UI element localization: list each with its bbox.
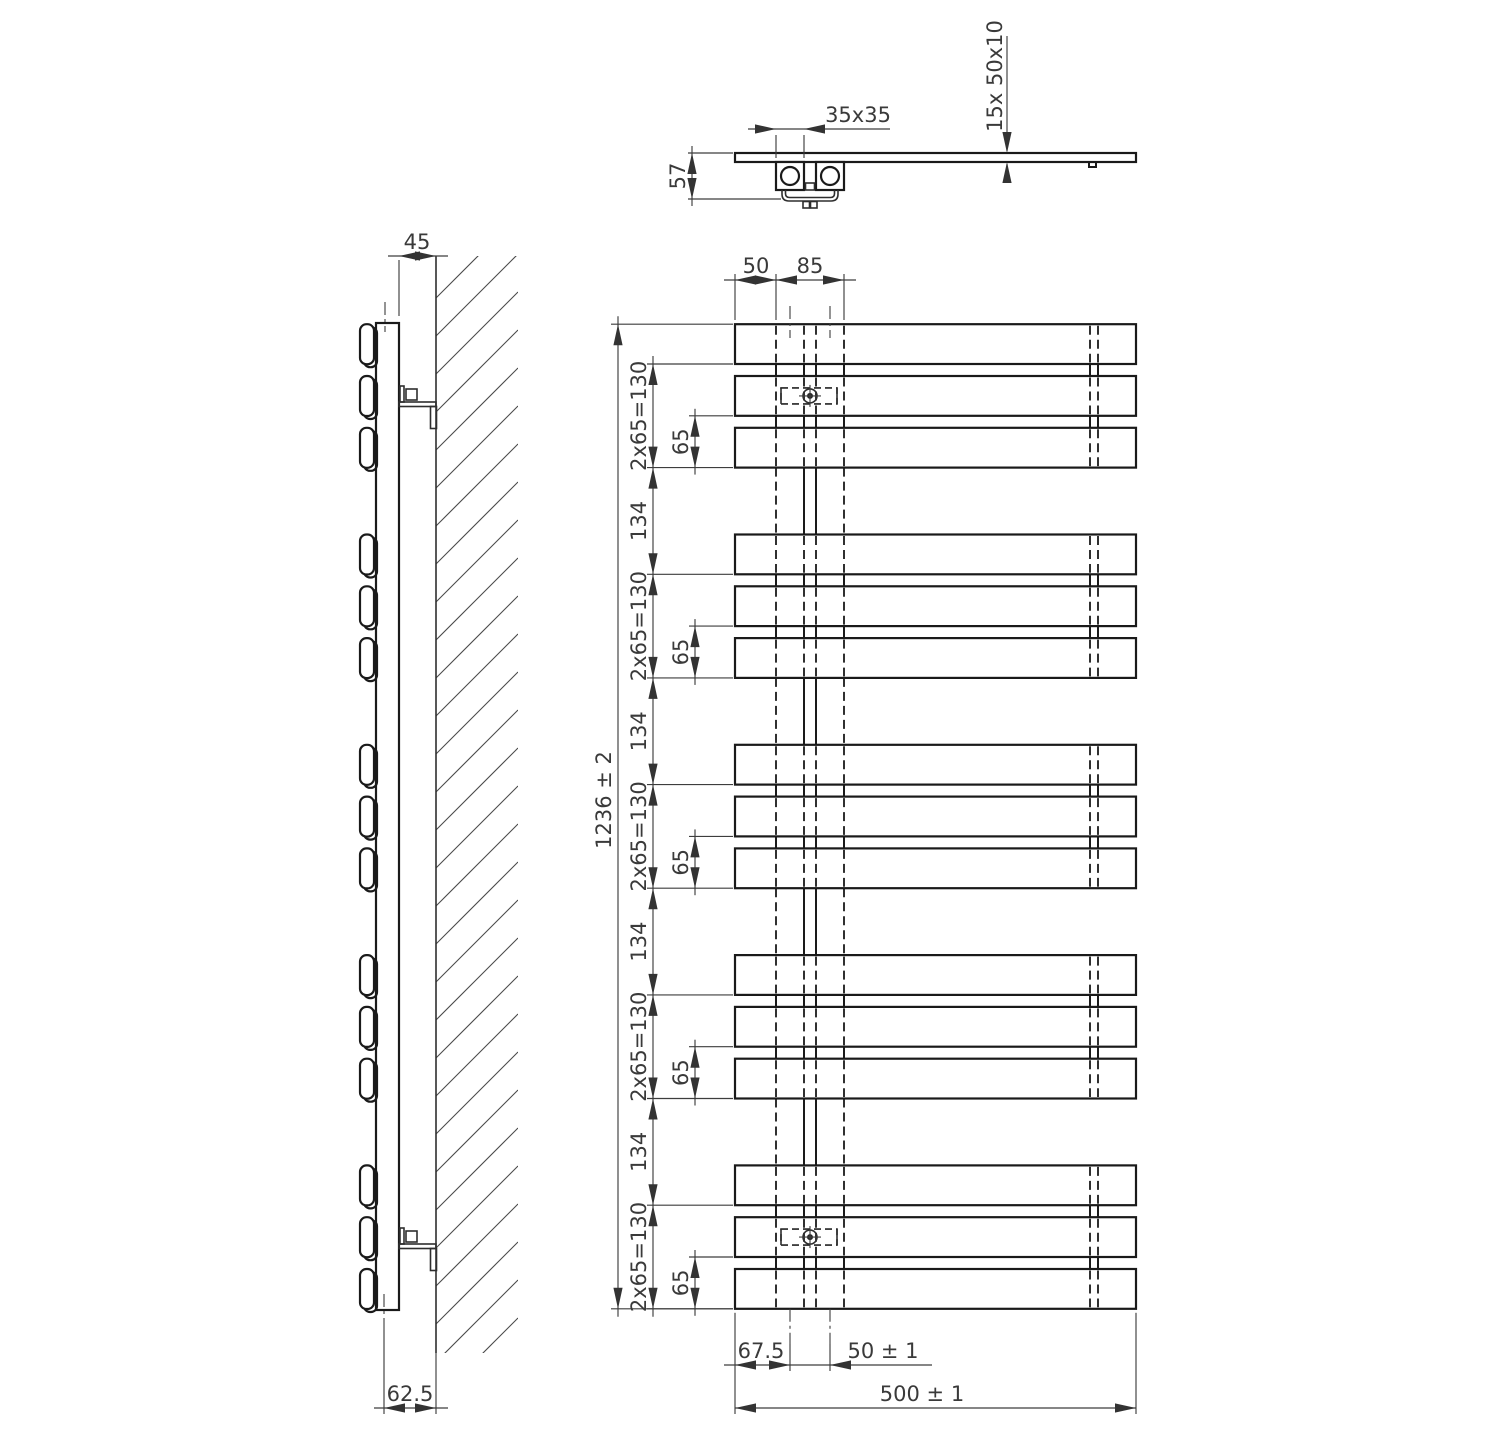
dim-label-bar-pitch: 65 [669, 1269, 693, 1297]
dim-label-axis-spacing: 50 ± 1 [847, 1339, 919, 1363]
bar-end [360, 1269, 374, 1309]
hatch-line [436, 786, 518, 868]
hatch-line [436, 216, 518, 298]
radiator-bar [735, 797, 1136, 837]
hatch-line [436, 1356, 518, 1437]
wall-bracket-inner [786, 190, 835, 198]
hatch-line [436, 824, 518, 906]
bar-end [360, 376, 374, 416]
radiator-bar [735, 428, 1136, 468]
bar-end [360, 1007, 374, 1047]
dim-label-chain: 2x65=130 [627, 991, 651, 1102]
hatch-line [436, 672, 518, 754]
dim-arrow [613, 324, 622, 345]
hatch-line [436, 1052, 518, 1134]
radiator-bar [735, 1007, 1136, 1047]
radiator-bar [735, 535, 1136, 575]
hatch-line [436, 976, 518, 1058]
hatch-line [436, 710, 518, 792]
radiator-bar [735, 1165, 1136, 1205]
dim-label-chain: 134 [627, 711, 651, 752]
dim-arrow [735, 1403, 756, 1412]
dim-label-chain: 2x65=130 [627, 570, 651, 682]
dim-arrow [613, 1288, 622, 1309]
bracket-clip [400, 1228, 404, 1244]
hatch-line [436, 1280, 518, 1362]
hatch-line [436, 330, 518, 412]
dim-label-axis-to-wall: 62.5 [386, 1382, 434, 1406]
hatch-line [436, 1242, 518, 1324]
bar-end [360, 1217, 374, 1257]
hatch-line [436, 1128, 518, 1210]
dim-label-chain: 2x65=130 [627, 360, 651, 471]
bar-end [360, 848, 374, 888]
dim-label-bar-pitch: 65 [669, 1059, 693, 1086]
dim-arrow [1002, 132, 1011, 153]
hatch-line [436, 368, 518, 450]
radiator-bar [735, 955, 1136, 995]
radiator-bar [735, 848, 1136, 888]
radiator-bar [735, 1269, 1136, 1309]
dim-arrow [804, 124, 825, 133]
dim-label-wall-clearance: 45 [403, 230, 431, 254]
hatch-line [436, 1014, 518, 1096]
dim-label-axis-offset: 67.5 [737, 1339, 785, 1363]
bar-end [360, 428, 374, 468]
dim-label-bar-pitch: 65 [669, 428, 693, 456]
hatch-line [436, 254, 518, 336]
hatch-line [436, 520, 518, 602]
hatch-line [436, 938, 518, 1020]
hatch-line [436, 862, 518, 944]
hatch-line [436, 748, 518, 830]
dim-label-tube-size: 35x35 [825, 103, 891, 127]
dim-label-chain: 2x65=130 [627, 781, 651, 892]
wall-bracket-outer [782, 190, 838, 201]
dim-label-chain: 134 [627, 921, 651, 962]
hatch-line [436, 558, 518, 640]
bracket-nut [811, 202, 818, 209]
bracket-nut [803, 202, 810, 209]
bracket-bolt [406, 389, 417, 400]
hatch-line [436, 1204, 518, 1286]
bracket-clip [400, 386, 404, 402]
dim-label-overall-width: 500 ± 1 [879, 1382, 965, 1406]
bar-end [360, 797, 374, 837]
bar-end [360, 1059, 374, 1099]
right-strip-end [1089, 162, 1096, 167]
dim-label-bar-pitch: 65 [669, 638, 693, 666]
dim-label-tube-span: 85 [796, 254, 824, 278]
bar-end [360, 745, 374, 785]
dim-arrow [776, 275, 797, 284]
dim-arrow [823, 275, 844, 284]
radiator-bar [735, 1059, 1136, 1099]
dim-arrow [1002, 162, 1011, 183]
front-view [592, 254, 1136, 1414]
dim-arrow [1115, 1403, 1136, 1412]
wall-hatch [436, 216, 518, 1437]
hatch-line [436, 596, 518, 678]
dim-label-tube-offset: 50 [742, 254, 770, 278]
radiator-bar [735, 1217, 1136, 1257]
hatch-line [436, 406, 518, 488]
collector-panel-side [376, 323, 399, 1310]
dim-label-chain: 134 [627, 1131, 651, 1172]
dim-label-bar-pitch: 65 [669, 848, 693, 876]
hatch-line [436, 1166, 518, 1248]
dim-label-overall-height: 1236 ± 2 [592, 751, 616, 849]
radiator-bar [735, 745, 1136, 785]
dim-label-chain: 134 [627, 500, 651, 541]
hatch-line [436, 292, 518, 374]
dim-label-bracket-depth: 57 [666, 162, 690, 190]
side-view [360, 216, 518, 1437]
dim-label-chain: 2x65=130 [627, 1201, 651, 1313]
hatch-line [436, 634, 518, 716]
bar-end [360, 638, 374, 678]
radiator-bar [735, 586, 1136, 626]
bar-top-profile [735, 153, 1136, 162]
bracket-bolt [406, 1231, 417, 1242]
radiator-bar [735, 324, 1136, 364]
radiator-bar [735, 376, 1136, 416]
bar-end [360, 1165, 374, 1205]
bar-end [360, 586, 374, 626]
hatch-line [436, 1090, 518, 1172]
hatch-line [436, 482, 518, 564]
bracket-bolt [806, 183, 815, 190]
top-view [666, 20, 1136, 208]
bar-end [360, 535, 374, 575]
radiator-bar [735, 638, 1136, 678]
bar-end [360, 324, 374, 364]
hatch-line [436, 444, 518, 526]
hatch-line [436, 1318, 518, 1400]
dim-label-bar-profile: 15x 50x10 [983, 20, 1007, 132]
dim-arrow [755, 124, 776, 133]
bar-end [360, 955, 374, 995]
hatch-line [436, 900, 518, 982]
